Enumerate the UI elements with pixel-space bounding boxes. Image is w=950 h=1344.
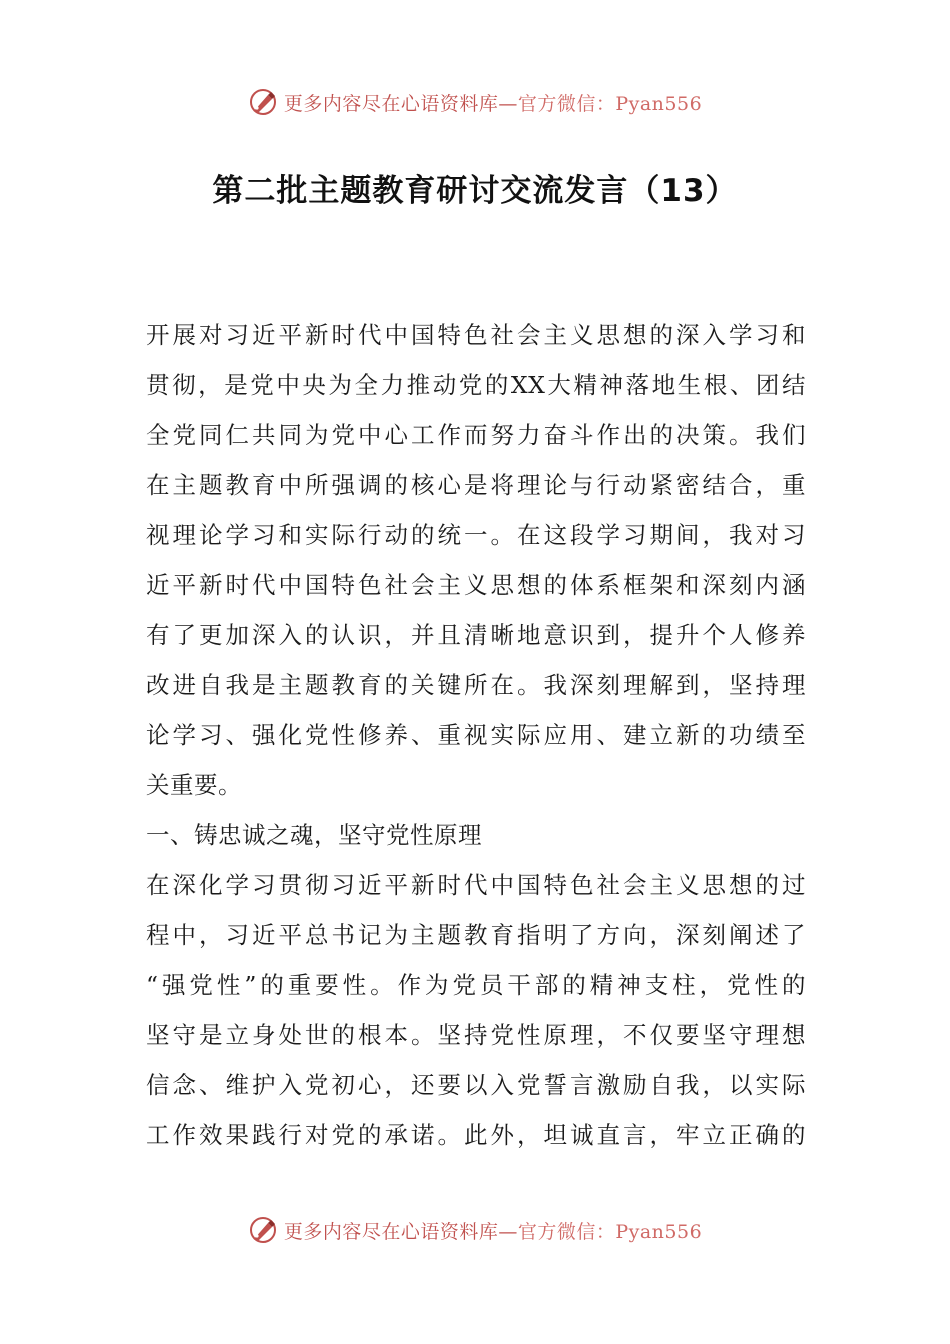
paragraph-line: 在深化学习贯彻习近平新时代中国特色社会主义思想的过	[146, 871, 806, 899]
document-body	[146, 310, 806, 1160]
section-heading: 一、铸忠诚之魂，坚守党性原理	[146, 821, 482, 849]
paragraph-line: 坚守是立身处世的根本。坚持党性原理，不仅要坚守理想	[146, 1021, 806, 1049]
paragraph-line: 关重要。	[146, 771, 242, 799]
paragraph-line: 程中，习近平总书记为主题教育指明了方向，深刻阐述了	[146, 921, 806, 949]
paragraph-line: 信念、维护入党初心，还要以入党誓言激励自我，以实际	[146, 1071, 806, 1099]
header-watermark	[0, 82, 950, 122]
paragraph-line: 论学习、强化党性修养、重视实际应用、建立新的功绩至	[146, 721, 806, 749]
paragraph-line: 近平新时代中国特色社会主义思想的体系框架和深刻内涵	[146, 571, 806, 599]
pen-nib-logo-icon	[248, 1215, 278, 1245]
document-title: 第二批主题教育研讨交流发言（13）	[212, 173, 738, 209]
paragraph-line: 开展对习近平新时代中国特色社会主义思想的深入学习和	[146, 321, 806, 349]
pen-nib-logo-icon	[248, 87, 278, 117]
paragraph-line: “强党性”的重要性。作为党员干部的精神支柱，党性的	[146, 971, 806, 999]
paragraph-line: 有了更加深入的认识，并且清晰地意识到，提升个人修养	[146, 621, 806, 649]
paragraph-line: 工作效果践行对党的承诺。此外，坦诚直言，牢立正确的	[146, 1121, 806, 1149]
watermark-text: 更多内容尽在心语资料库—官方微信：Pyan556	[283, 1220, 703, 1243]
paragraph-line: 改进自我是主题教育的关键所在。我深刻理解到，坚持理	[146, 671, 806, 699]
paragraph-line: 贯彻，是党中央为全力推动党的XX大精神落地生根、团结	[146, 371, 806, 399]
watermark-text: 更多内容尽在心语资料库—官方微信：Pyan556	[283, 92, 703, 115]
paragraph-line: 全党同仁共同为党中心工作而努力奋斗作出的决策。我们	[146, 421, 806, 449]
paragraph-line: 视理论学习和实际行动的统一。在这段学习期间，我对习	[146, 521, 806, 549]
paragraph-line: 在主题教育中所强调的核心是将理论与行动紧密结合，重	[146, 471, 806, 499]
footer-watermark	[0, 1210, 950, 1250]
